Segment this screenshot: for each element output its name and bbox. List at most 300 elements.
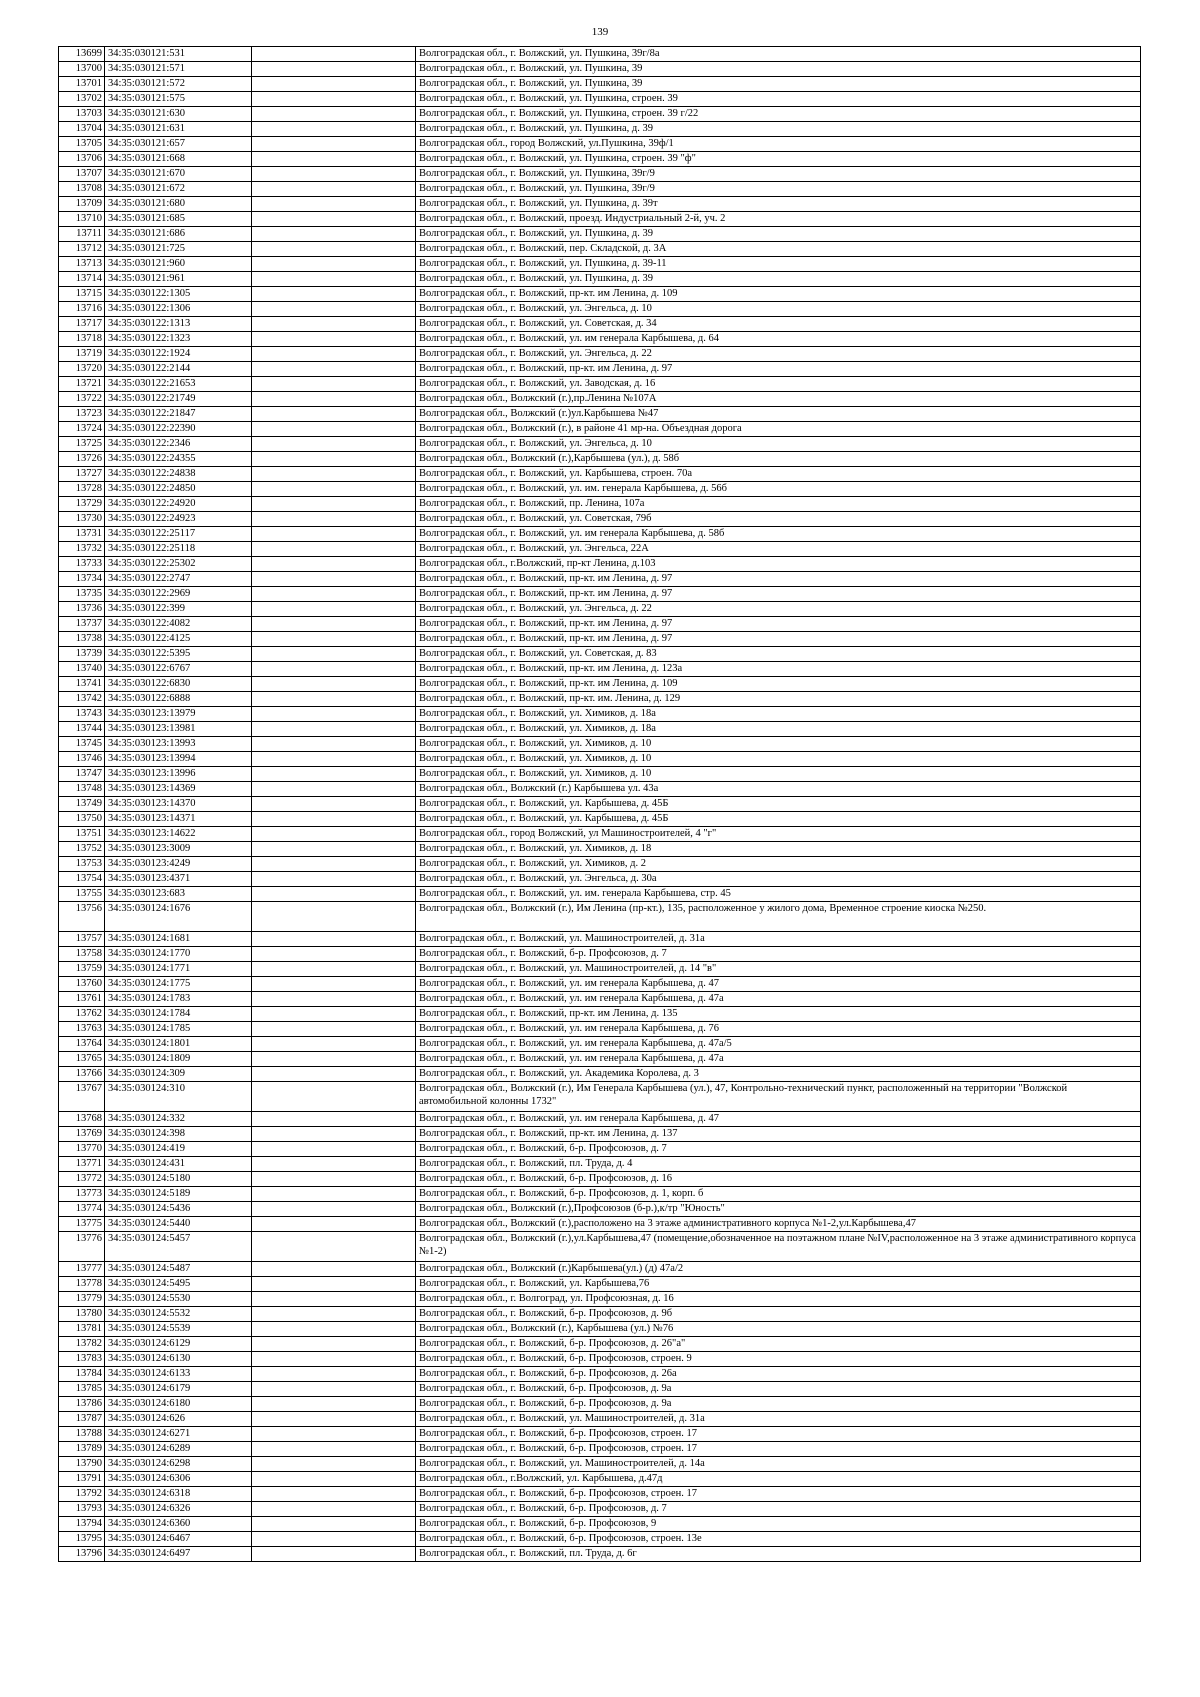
table-row	[59, 992, 1141, 1007]
cadastral-number: 34:35:030123:4371	[105, 872, 252, 887]
row-number: 13789	[59, 1442, 105, 1457]
table-row	[59, 497, 1141, 512]
address: Волгоградская обл., г. Волжский, пер. Складской, д. 3А	[416, 242, 1141, 257]
address: Волгоградская обл., г. Волжский, ул. Энгельса, д. 30а	[416, 872, 1141, 887]
address: Волгоградская обл., Волжский (г.),расположено на 3 этаже административного корпуса №1-2,ул.Карбышева,47	[416, 1217, 1141, 1232]
table-row	[59, 1112, 1141, 1127]
row-number: 13735	[59, 587, 105, 602]
empty-cell	[252, 827, 416, 842]
cadastral-number: 34:35:030122:5395	[105, 647, 252, 662]
table-row	[59, 1337, 1141, 1352]
row-number: 13783	[59, 1352, 105, 1367]
empty-cell	[252, 377, 416, 392]
row-number: 13717	[59, 317, 105, 332]
empty-cell	[252, 227, 416, 242]
table-row	[59, 482, 1141, 497]
row-number: 13751	[59, 827, 105, 842]
row-number: 13760	[59, 977, 105, 992]
row-number: 13796	[59, 1547, 105, 1562]
row-number: 13794	[59, 1517, 105, 1532]
empty-cell	[252, 722, 416, 737]
table-row	[59, 182, 1141, 197]
address: Волгоградская обл., г. Волжский, пр-кт. им Ленина, д. 135	[416, 1007, 1141, 1022]
empty-cell	[252, 257, 416, 272]
row-number: 13792	[59, 1487, 105, 1502]
row-number: 13757	[59, 932, 105, 947]
address: Волгоградская обл., г. Волжский, ул. Энгельса, д. 22	[416, 347, 1141, 362]
row-number: 13748	[59, 782, 105, 797]
row-number: 13741	[59, 677, 105, 692]
address: Волгоградская обл., г. Волжский, б-р. Профсоюзов, д. 9б	[416, 1307, 1141, 1322]
row-number: 13740	[59, 662, 105, 677]
property-register-table	[58, 46, 1141, 1562]
empty-cell	[252, 422, 416, 437]
row-number: 13771	[59, 1157, 105, 1172]
table-row	[59, 947, 1141, 962]
address: Волгоградская обл., г. Волжский, ул. Машиностроителей, д. 14а	[416, 1457, 1141, 1472]
table-row	[59, 1412, 1141, 1427]
table-row	[59, 287, 1141, 302]
empty-cell	[252, 497, 416, 512]
row-number: 13727	[59, 467, 105, 482]
table-row	[59, 212, 1141, 227]
cadastral-number: 34:35:030121:657	[105, 137, 252, 152]
table-row	[59, 332, 1141, 347]
row-number: 13709	[59, 197, 105, 212]
address: Волгоградская обл., Волжский (г.), Им Ленина (пр-кт.), 135, расположенное у жилого дома, Временное строение киоска №250.	[416, 902, 1141, 932]
address: Волгоградская обл., г. Волжский, пр-кт. им Ленина, д. 123а	[416, 662, 1141, 677]
row-number: 13778	[59, 1277, 105, 1292]
row-number: 13703	[59, 107, 105, 122]
cadastral-number: 34:35:030122:6767	[105, 662, 252, 677]
address: Волгоградская обл., г. Волжский, ул. им. генерала Карбышева, д. 56б	[416, 482, 1141, 497]
row-number: 13765	[59, 1052, 105, 1067]
empty-cell	[252, 887, 416, 902]
address: Волгоградская обл., г. Волжский, б-р. Профсоюзов, строен. 13е	[416, 1532, 1141, 1547]
cadastral-number: 34:35:030124:5457	[105, 1232, 252, 1262]
cadastral-number: 34:35:030124:309	[105, 1067, 252, 1082]
table-row	[59, 1067, 1141, 1082]
cadastral-number: 34:35:030122:24838	[105, 467, 252, 482]
empty-cell	[252, 512, 416, 527]
address: Волгоградская обл., г. Волжский, ул. им генерала Карбышева, д. 47а	[416, 1052, 1141, 1067]
empty-cell	[252, 332, 416, 347]
row-number: 13719	[59, 347, 105, 362]
table-row	[59, 47, 1141, 62]
cadastral-number: 34:35:030122:21847	[105, 407, 252, 422]
empty-cell	[252, 1487, 416, 1502]
empty-cell	[252, 662, 416, 677]
empty-cell	[252, 1367, 416, 1382]
address: Волгоградская обл., г. Волгоград, ул. Профсоюзная, д. 16	[416, 1292, 1141, 1307]
table-row	[59, 107, 1141, 122]
address: Волгоградская обл., г. Волжский, ул. Пушкина, д. 39-11	[416, 257, 1141, 272]
row-number: 13708	[59, 182, 105, 197]
cadastral-number: 34:35:030122:2346	[105, 437, 252, 452]
empty-cell	[252, 692, 416, 707]
address: Волгоградская обл., г. Волжский, ул. им генерала Карбышева, д. 47а/5	[416, 1037, 1141, 1052]
row-number: 13754	[59, 872, 105, 887]
cadastral-number: 34:35:030123:13979	[105, 707, 252, 722]
empty-cell	[252, 1442, 416, 1457]
row-number: 13791	[59, 1472, 105, 1487]
empty-cell	[252, 1112, 416, 1127]
table-row	[59, 137, 1141, 152]
cadastral-number: 34:35:030124:6271	[105, 1427, 252, 1442]
empty-cell	[252, 647, 416, 662]
cadastral-number: 34:35:030121:685	[105, 212, 252, 227]
address: Волгоградская обл., г.Волжский, ул. Карбышева, д.47д	[416, 1472, 1141, 1487]
row-number: 13724	[59, 422, 105, 437]
empty-cell	[252, 92, 416, 107]
table-row	[59, 392, 1141, 407]
empty-cell	[252, 302, 416, 317]
cadastral-number: 34:35:030124:1771	[105, 962, 252, 977]
table-row	[59, 767, 1141, 782]
row-number: 13768	[59, 1112, 105, 1127]
cadastral-number: 34:35:030122:1305	[105, 287, 252, 302]
address: Волгоградская обл., г. Волжский, ул. Пушкина, д. 39	[416, 272, 1141, 287]
cadastral-number: 34:35:030124:1785	[105, 1022, 252, 1037]
cadastral-number: 34:35:030124:398	[105, 1127, 252, 1142]
row-number: 13704	[59, 122, 105, 137]
cadastral-number: 34:35:030124:5440	[105, 1217, 252, 1232]
empty-cell	[252, 407, 416, 422]
row-number: 13731	[59, 527, 105, 542]
cadastral-number: 34:35:030122:25117	[105, 527, 252, 542]
empty-cell	[252, 62, 416, 77]
cadastral-number: 34:35:030124:1770	[105, 947, 252, 962]
row-number: 13752	[59, 842, 105, 857]
empty-cell	[252, 107, 416, 122]
address: Волгоградская обл., город Волжский, ул Машиностроителей, 4 "г"	[416, 827, 1141, 842]
table-row	[59, 557, 1141, 572]
cadastral-number: 34:35:030124:5436	[105, 1202, 252, 1217]
address: Волгоградская обл., г. Волжский, ул. им генерала Карбышева, д. 47	[416, 977, 1141, 992]
address: Волгоградская обл., Волжский (г.), Карбышева (ул.) №76	[416, 1322, 1141, 1337]
table-row	[59, 1082, 1141, 1112]
table-row	[59, 317, 1141, 332]
address: Волгоградская обл., г. Волжский, ул. Карбышева, д. 45Б	[416, 812, 1141, 827]
empty-cell	[252, 872, 416, 887]
empty-cell	[252, 947, 416, 962]
table-row	[59, 587, 1141, 602]
row-number: 13714	[59, 272, 105, 287]
table-row	[59, 197, 1141, 212]
empty-cell	[252, 962, 416, 977]
table-row	[59, 167, 1141, 182]
cadastral-number: 34:35:030121:575	[105, 92, 252, 107]
cadastral-number: 34:35:030124:1676	[105, 902, 252, 932]
cadastral-number: 34:35:030122:1323	[105, 332, 252, 347]
address: Волгоградская обл., г. Волжский, б-р. Профсоюзов, строен. 9	[416, 1352, 1141, 1367]
row-number: 13767	[59, 1082, 105, 1112]
table-row	[59, 722, 1141, 737]
table-row	[59, 872, 1141, 887]
empty-cell	[252, 602, 416, 617]
empty-cell	[252, 1127, 416, 1142]
empty-cell	[252, 632, 416, 647]
cadastral-number: 34:35:030124:6130	[105, 1352, 252, 1367]
address: Волгоградская обл., г. Волжский, ул. Советская, д. 34	[416, 317, 1141, 332]
row-number: 13713	[59, 257, 105, 272]
cadastral-number: 34:35:030124:419	[105, 1142, 252, 1157]
table-row	[59, 842, 1141, 857]
table-row	[59, 797, 1141, 812]
address: Волгоградская обл., г. Волжский, ул. Карбышева, д. 45Б	[416, 797, 1141, 812]
row-number: 13711	[59, 227, 105, 242]
cadastral-number: 34:35:030121:686	[105, 227, 252, 242]
table-row	[59, 1127, 1141, 1142]
empty-cell	[252, 812, 416, 827]
row-number: 13777	[59, 1262, 105, 1277]
address: Волгоградская обл., г. Волжский, ул. Машиностроителей, д. 31а	[416, 1412, 1141, 1427]
address: Волгоградская обл., г. Волжский, б-р. Профсоюзов, д. 16	[416, 1172, 1141, 1187]
empty-cell	[252, 587, 416, 602]
cadastral-number: 34:35:030121:960	[105, 257, 252, 272]
row-number: 13769	[59, 1127, 105, 1142]
table-row	[59, 437, 1141, 452]
cadastral-number: 34:35:030122:4082	[105, 617, 252, 632]
address: Волгоградская обл., г. Волжский, пр-кт. им Ленина, д. 97	[416, 632, 1141, 647]
cadastral-number: 34:35:030124:1809	[105, 1052, 252, 1067]
empty-cell	[252, 1457, 416, 1472]
cadastral-number: 34:35:030124:6497	[105, 1547, 252, 1562]
row-number: 13739	[59, 647, 105, 662]
cadastral-number: 34:35:030122:1306	[105, 302, 252, 317]
address: Волгоградская обл., г. Волжский, ул. Пушкина, строен. 39	[416, 92, 1141, 107]
empty-cell	[252, 767, 416, 782]
row-number: 13770	[59, 1142, 105, 1157]
row-number: 13747	[59, 767, 105, 782]
address: Волгоградская обл., Волжский (г.)Карбышева(ул.) (д) 47а/2	[416, 1262, 1141, 1277]
empty-cell	[252, 1547, 416, 1562]
empty-cell	[252, 1382, 416, 1397]
table-row	[59, 932, 1141, 947]
cadastral-number: 34:35:030124:1775	[105, 977, 252, 992]
table-row	[59, 1517, 1141, 1532]
empty-cell	[252, 122, 416, 137]
cadastral-number: 34:35:030124:1784	[105, 1007, 252, 1022]
table-row	[59, 302, 1141, 317]
empty-cell	[252, 932, 416, 947]
address: Волгоградская обл., г. Волжский, б-р. Профсоюзов, строен. 17	[416, 1442, 1141, 1457]
table-row	[59, 1322, 1141, 1337]
address: Волгоградская обл., г. Волжский, б-р. Профсоюзов, д. 7	[416, 947, 1141, 962]
row-number: 13738	[59, 632, 105, 647]
empty-cell	[252, 1292, 416, 1307]
empty-cell	[252, 617, 416, 632]
empty-cell	[252, 1307, 416, 1322]
address: Волгоградская обл., г. Волжский, б-р. Профсоюзов, строен. 17	[416, 1487, 1141, 1502]
address: Волгоградская обл., г. Волжский, ул. Пушкина, 39г/9	[416, 182, 1141, 197]
row-number: 13758	[59, 947, 105, 962]
row-number: 13718	[59, 332, 105, 347]
empty-cell	[252, 1052, 416, 1067]
row-number: 13734	[59, 572, 105, 587]
address: Волгоградская обл., г. Волжский, ул. Химиков, д. 2	[416, 857, 1141, 872]
row-number: 13773	[59, 1187, 105, 1202]
table-row	[59, 242, 1141, 257]
row-number: 13725	[59, 437, 105, 452]
empty-cell	[252, 1082, 416, 1112]
address: Волгоградская обл., Волжский (г.),Профсоюзов (б-р.),к/тр "Юность"	[416, 1202, 1141, 1217]
cadastral-number: 34:35:030121:961	[105, 272, 252, 287]
address: Волгоградская обл., г. Волжский, ул. Энгельса, д. 22	[416, 602, 1141, 617]
table-row	[59, 1427, 1141, 1442]
cadastral-number: 34:35:030123:13981	[105, 722, 252, 737]
address: Волгоградская обл., Волжский (г.)ул.Карбышева №47	[416, 407, 1141, 422]
address: Волгоградская обл., г. Волжский, ул. Пушкина, д. 39	[416, 122, 1141, 137]
row-number: 13753	[59, 857, 105, 872]
address: Волгоградская обл., г. Волжский, ул. Заводская, д. 16	[416, 377, 1141, 392]
address: Волгоградская обл., г. Волжский, пл. Труда, д. 6г	[416, 1547, 1141, 1562]
row-number: 13712	[59, 242, 105, 257]
empty-cell	[252, 1337, 416, 1352]
table-row	[59, 812, 1141, 827]
empty-cell	[252, 737, 416, 752]
table-row	[59, 1472, 1141, 1487]
empty-cell	[252, 752, 416, 767]
empty-cell	[252, 437, 416, 452]
row-number: 13716	[59, 302, 105, 317]
row-number: 13776	[59, 1232, 105, 1262]
cadastral-number: 34:35:030124:6289	[105, 1442, 252, 1457]
cadastral-number: 34:35:030124:626	[105, 1412, 252, 1427]
address: Волгоградская обл., г. Волжский, пр-кт. им Ленина, д. 97	[416, 572, 1141, 587]
address: Волгоградская обл., г. Волжский, ул. Химиков, д. 10	[416, 752, 1141, 767]
address: Волгоградская обл., г. Волжский, ул. Пушкина, д. 39т	[416, 197, 1141, 212]
empty-cell	[252, 1217, 416, 1232]
cadastral-number: 34:35:030123:14370	[105, 797, 252, 812]
cadastral-number: 34:35:030124:6318	[105, 1487, 252, 1502]
empty-cell	[252, 152, 416, 167]
empty-cell	[252, 287, 416, 302]
address: Волгоградская обл., г. Волжский, ул. Машиностроителей, д. 14 "в"	[416, 962, 1141, 977]
row-number: 13745	[59, 737, 105, 752]
row-number: 13779	[59, 1292, 105, 1307]
row-number: 13784	[59, 1367, 105, 1382]
table-row	[59, 77, 1141, 92]
cadastral-number: 34:35:030123:14369	[105, 782, 252, 797]
cadastral-number: 34:35:030121:672	[105, 182, 252, 197]
cadastral-number: 34:35:030124:1681	[105, 932, 252, 947]
empty-cell	[252, 182, 416, 197]
empty-cell	[252, 677, 416, 692]
table-row	[59, 782, 1141, 797]
address: Волгоградская обл., г. Волжский, ул. им генерала Карбышева, д. 47	[416, 1112, 1141, 1127]
table-row	[59, 1172, 1141, 1187]
row-number: 13785	[59, 1382, 105, 1397]
cadastral-number: 34:35:030122:25118	[105, 542, 252, 557]
cadastral-number: 34:35:030124:6467	[105, 1532, 252, 1547]
row-number: 13700	[59, 62, 105, 77]
table-row	[59, 602, 1141, 617]
table-row	[59, 1277, 1141, 1292]
table-row	[59, 422, 1141, 437]
cadastral-number: 34:35:030124:5495	[105, 1277, 252, 1292]
address: Волгоградская обл., г. Волжский, б-р. Профсоюзов, строен. 17	[416, 1427, 1141, 1442]
row-number: 13723	[59, 407, 105, 422]
row-number: 13782	[59, 1337, 105, 1352]
table-row	[59, 887, 1141, 902]
row-number: 13766	[59, 1067, 105, 1082]
table-row	[59, 827, 1141, 842]
cadastral-number: 34:35:030124:5180	[105, 1172, 252, 1187]
row-number: 13763	[59, 1022, 105, 1037]
table-row	[59, 677, 1141, 692]
table-row	[59, 227, 1141, 242]
cadastral-number: 34:35:030124:6179	[105, 1382, 252, 1397]
empty-cell	[252, 1532, 416, 1547]
empty-cell	[252, 452, 416, 467]
address: Волгоградская обл., г. Волжский, ул. Пушкина, 39г/9	[416, 167, 1141, 182]
cadastral-number: 34:35:030124:5539	[105, 1322, 252, 1337]
cadastral-number: 34:35:030124:6133	[105, 1367, 252, 1382]
row-number: 13775	[59, 1217, 105, 1232]
address: Волгоградская обл., г. Волжский, ул. Химиков, д. 10	[416, 737, 1141, 752]
table-row	[59, 347, 1141, 362]
cadastral-number: 34:35:030124:6326	[105, 1502, 252, 1517]
row-number: 13721	[59, 377, 105, 392]
cadastral-number: 34:35:030124:5487	[105, 1262, 252, 1277]
row-number: 13786	[59, 1397, 105, 1412]
cadastral-number: 34:35:030124:5532	[105, 1307, 252, 1322]
table-row	[59, 1502, 1141, 1517]
table-row	[59, 1262, 1141, 1277]
address: Волгоградская обл., г. Волжский, пл. Труда, д. 4	[416, 1157, 1141, 1172]
row-number: 13749	[59, 797, 105, 812]
empty-cell	[252, 1427, 416, 1442]
address: Волгоградская обл., г. Волжский, ул. им. генерала Карбышева, стр. 45	[416, 887, 1141, 902]
address: Волгоградская обл., г. Волжский, ул. Карбышева, строен. 70а	[416, 467, 1141, 482]
cadastral-number: 34:35:030122:24923	[105, 512, 252, 527]
table-row	[59, 1382, 1141, 1397]
cadastral-number: 34:35:030124:1783	[105, 992, 252, 1007]
cadastral-number: 34:35:030122:6830	[105, 677, 252, 692]
table-row	[59, 1487, 1141, 1502]
address: Волгоградская обл., г. Волжский, ул. им генерала Карбышева, д. 58б	[416, 527, 1141, 542]
address: Волгоградская обл., г. Волжский, ул. Пушкина, 39г/8а	[416, 47, 1141, 62]
table-row	[59, 962, 1141, 977]
table-row	[59, 1022, 1141, 1037]
row-number: 13699	[59, 47, 105, 62]
empty-cell	[252, 1352, 416, 1367]
row-number: 13702	[59, 92, 105, 107]
address: Волгоградская обл., г.Волжский, пр-кт Ленина, д.103	[416, 557, 1141, 572]
table-row	[59, 527, 1141, 542]
empty-cell	[252, 1502, 416, 1517]
empty-cell	[252, 1142, 416, 1157]
row-number: 13732	[59, 542, 105, 557]
cadastral-number: 34:35:030121:531	[105, 47, 252, 62]
row-number: 13756	[59, 902, 105, 932]
address: Волгоградская обл., г. Волжский, ул. Химиков, д. 18а	[416, 722, 1141, 737]
cadastral-number: 34:35:030123:14371	[105, 812, 252, 827]
empty-cell	[252, 317, 416, 332]
address: Волгоградская обл., город Волжский, ул.Пушкина, 39ф/1	[416, 137, 1141, 152]
row-number: 13707	[59, 167, 105, 182]
empty-cell	[252, 47, 416, 62]
table-row	[59, 707, 1141, 722]
row-number: 13743	[59, 707, 105, 722]
empty-cell	[252, 542, 416, 557]
address: Волгоградская обл., г. Волжский, ул. Машиностроителей, д. 31а	[416, 932, 1141, 947]
address: Волгоградская обл., г. Волжский, ул. Академика Королева, д. 3	[416, 1067, 1141, 1082]
empty-cell	[252, 212, 416, 227]
row-number: 13764	[59, 1037, 105, 1052]
table-row	[59, 617, 1141, 632]
